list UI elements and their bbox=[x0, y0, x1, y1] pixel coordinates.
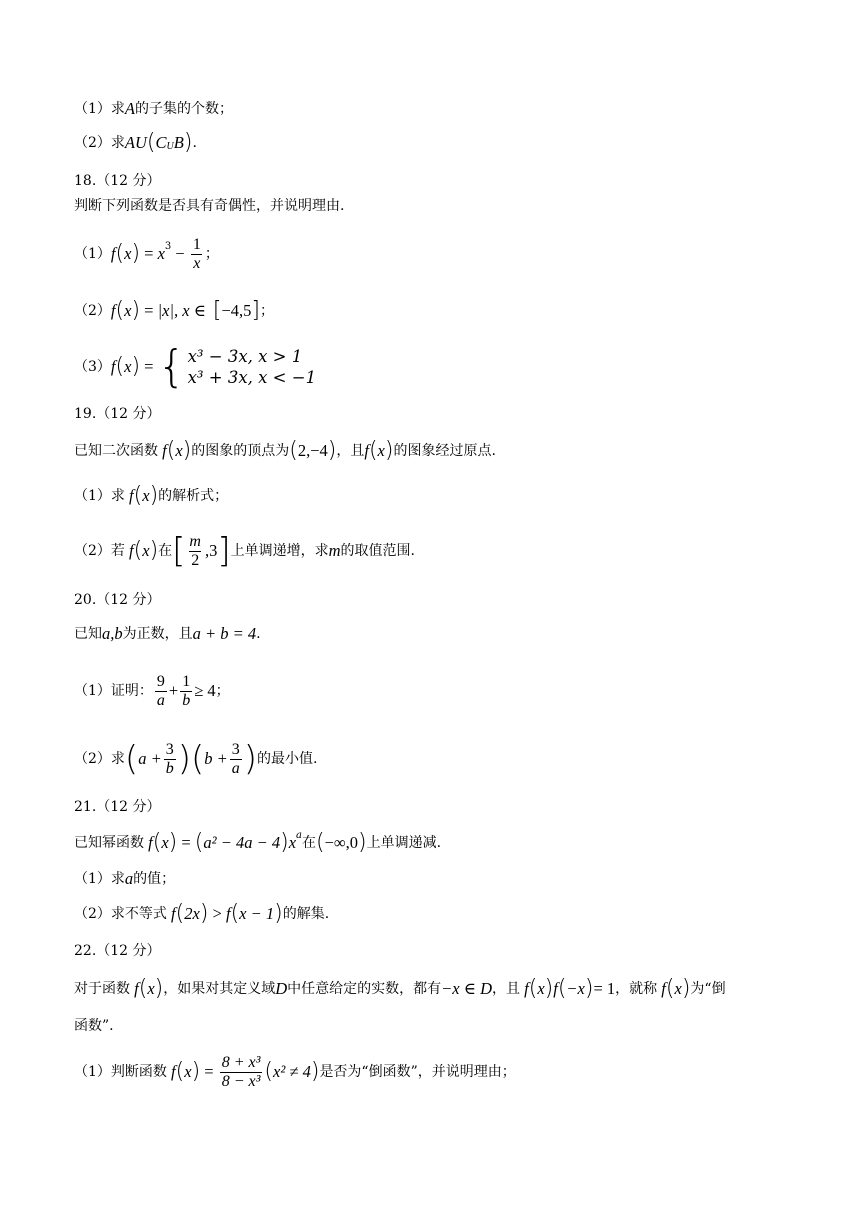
q22-part1-cond-close: ) bbox=[310, 1059, 320, 1084]
q18-part2-interval: −4,5 bbox=[221, 301, 252, 320]
q18-part1-paren-close: ) bbox=[131, 241, 141, 266]
q20-part2-b-var: b + bbox=[204, 749, 228, 768]
q19-paren-open-2: ( bbox=[368, 438, 378, 463]
q22-x2: x bbox=[537, 979, 545, 998]
q18-part3-label: （3） bbox=[74, 359, 111, 375]
q19-part2-bracket-open: [ bbox=[172, 531, 186, 571]
q18-part1-frac-num: 1 bbox=[192, 235, 201, 253]
q22-part1-frac-num: 8 + x³ bbox=[221, 1053, 261, 1071]
q18-part2-end: ； bbox=[260, 303, 275, 319]
q20-part2-frac2-den: a bbox=[231, 759, 240, 777]
q19-part1-f: f bbox=[124, 486, 134, 505]
q21-part2-f2: f bbox=[225, 904, 231, 923]
q20-part2-paren1-close: ) bbox=[177, 739, 191, 779]
q22-stem-f4: f bbox=[657, 979, 666, 998]
q22-header-text: 22.（12 分） bbox=[74, 943, 161, 959]
q21-stem-f: f bbox=[144, 833, 153, 852]
q22-header bbox=[74, 942, 161, 960]
q19-part1 bbox=[74, 485, 228, 507]
q17-part1-suffix: 的子集的个数； bbox=[135, 101, 234, 117]
q21-part1-b: 的值； bbox=[133, 871, 176, 887]
q21-part2-paren1-open: ( bbox=[175, 901, 185, 926]
q21-part2-paren2-open: ( bbox=[230, 901, 240, 926]
q20-header-text: 20.（12 分） bbox=[74, 592, 161, 608]
q18-part2-label: （2） bbox=[74, 303, 111, 319]
q21-pow-base: x bbox=[288, 833, 297, 852]
q17-expr-u: U bbox=[166, 141, 174, 152]
q22-part1-cond: x² ≠ 4 bbox=[273, 1062, 311, 1081]
q21-part1-a: （1）求 bbox=[74, 871, 125, 887]
q17-paren-open: ( bbox=[146, 130, 156, 155]
q18-part2-eq: = bbox=[140, 301, 158, 320]
q19-part1-b: 的解析式； bbox=[158, 488, 229, 504]
q22-paren-close-4: ) bbox=[681, 976, 691, 1001]
q20-part2-a-var: a + bbox=[138, 749, 162, 768]
q21-interval-close: ) bbox=[358, 830, 367, 855]
q22-part1-frac-den: 8 − x³ bbox=[221, 1072, 261, 1090]
q22-part1 bbox=[74, 1048, 516, 1096]
q17-part2 bbox=[74, 132, 197, 154]
q21-part2-paren2-close: ) bbox=[274, 901, 283, 926]
q21-header bbox=[74, 798, 161, 816]
q22-part1-f: f bbox=[166, 1062, 176, 1081]
q20-part2-paren1-open: ( bbox=[124, 739, 139, 779]
q17-part1-prefix: （1）求 bbox=[74, 101, 125, 117]
q18-part3-paren-close: ) bbox=[131, 354, 141, 379]
q19-vertex-open: ( bbox=[289, 438, 298, 463]
q22-part1-b: 是否为“倒函数”，并说明理由； bbox=[319, 1064, 516, 1080]
q18-header-text: 18.（12 分） bbox=[74, 173, 161, 189]
q22-stem-line2 bbox=[74, 1017, 114, 1035]
q18-part1-exp: 3 bbox=[164, 241, 172, 252]
q20-part1-end: ； bbox=[215, 683, 230, 699]
q19-header bbox=[74, 405, 161, 423]
q18-part1-end: ； bbox=[204, 246, 219, 262]
q19-vertex-close: ) bbox=[327, 438, 337, 463]
q19-part2 bbox=[74, 530, 415, 572]
q19-part2-var-m: m bbox=[328, 541, 341, 560]
q18-part3-piecewise bbox=[157, 341, 317, 392]
q21-coef-open: ( bbox=[194, 830, 204, 855]
q20-stem-eq: a + b = 4 bbox=[192, 624, 257, 643]
q21-paren-close-1: ) bbox=[168, 830, 178, 855]
q19-part2-frac-num: m bbox=[189, 532, 201, 550]
q21-paren-open-1: ( bbox=[152, 830, 162, 855]
q21-part2-f1: f bbox=[166, 904, 176, 923]
q21-coef: a² − 4a − 4 bbox=[203, 833, 281, 852]
q22-paren-close-1: ) bbox=[154, 976, 164, 1001]
q19-header-text: 19.（12 分） bbox=[74, 406, 161, 422]
q21-part2 bbox=[74, 903, 329, 925]
q22-stem-f3: f bbox=[553, 979, 558, 998]
q20-part2-frac1 bbox=[164, 741, 176, 778]
q19-x2: x bbox=[377, 441, 385, 460]
q22-stem-d: ，且 bbox=[492, 981, 520, 997]
q22-part1-eq: = bbox=[200, 1062, 218, 1081]
q19-part2-frac-den: 2 bbox=[191, 551, 200, 569]
q21-coef-close: ) bbox=[280, 830, 289, 855]
q21-stem-b: 在 bbox=[302, 835, 316, 851]
q18-part3-paren-open: ( bbox=[115, 354, 125, 379]
q17-paren-close: ) bbox=[183, 130, 193, 155]
q20-stem-vars: a,b bbox=[102, 624, 123, 643]
q21-x: x bbox=[161, 833, 169, 852]
q19-part1-paren-close: ) bbox=[149, 483, 159, 508]
q18-part1-rhs-x: x bbox=[157, 244, 165, 263]
q21-stem-a: 已知幂函数 bbox=[74, 835, 144, 851]
q19-paren-close-1: ) bbox=[182, 438, 192, 463]
q21-interval: −∞,0 bbox=[324, 833, 359, 852]
q22-stem-e: ，就称 bbox=[615, 981, 658, 997]
q22-stem-f: 为“倒 bbox=[690, 981, 726, 997]
q17-expr-au: AU bbox=[124, 133, 147, 152]
q22-paren-close-2: ) bbox=[544, 976, 554, 1001]
q22-stem-c: 中任意给定的实数，都有 bbox=[287, 981, 442, 997]
q18-part2-paren-open: ( bbox=[115, 298, 125, 323]
q22-paren-open-2: ( bbox=[528, 976, 538, 1001]
q20-part2-frac1-den: b bbox=[165, 759, 174, 777]
q17-expr-c: C bbox=[155, 133, 167, 152]
q20-part1-frac2-num: 1 bbox=[182, 672, 191, 690]
q18-part2-x: x bbox=[124, 301, 132, 320]
q20-part2 bbox=[74, 736, 317, 782]
q19-x1: x bbox=[175, 441, 183, 460]
q22-stem-d-var: D bbox=[275, 979, 288, 998]
q19-part2-paren-close: ) bbox=[149, 538, 159, 563]
q19-stem bbox=[74, 440, 496, 462]
q21-part2-arg2: x − 1 bbox=[239, 904, 275, 923]
q22-stem-a: 对于函数 bbox=[74, 981, 130, 997]
q20-stem bbox=[74, 625, 261, 643]
q19-stem-c: ，且 bbox=[336, 443, 365, 459]
q20-part2-end: 的最小值. bbox=[257, 751, 318, 767]
q18-part3-cases bbox=[188, 346, 316, 388]
q20-part2-frac2 bbox=[230, 741, 242, 778]
q18-part3-x: x bbox=[124, 357, 132, 376]
q18-part3-case2: x³ + 3x, x < −1 bbox=[187, 368, 317, 387]
q22-part1-frac bbox=[220, 1054, 263, 1091]
q18-part3-f: f bbox=[110, 357, 116, 376]
q22-stem-b: ，如果对其定义域 bbox=[163, 981, 276, 997]
q20-part1-frac1-den: a bbox=[156, 691, 165, 709]
q20-part2-a: （2）求 bbox=[74, 751, 125, 767]
q20-part1-frac1 bbox=[155, 673, 167, 710]
q18-part2-bracket-close: ] bbox=[251, 298, 261, 323]
q19-part2-f: f bbox=[124, 541, 134, 560]
q22-stem-prod: = 1 bbox=[593, 979, 616, 998]
q17-part2-prefix: （2）求 bbox=[74, 135, 125, 151]
q19-stem-f1: f bbox=[158, 441, 167, 460]
q21-part2-gt: > bbox=[208, 904, 226, 923]
q21-part1-var: a bbox=[124, 869, 134, 888]
q22-stem-in: −x ∈ D bbox=[441, 979, 492, 998]
q18-part1-minus: − bbox=[171, 244, 189, 263]
q21-header-text: 21.（12 分） bbox=[74, 799, 161, 815]
q18-part2 bbox=[74, 300, 274, 322]
q19-part2-frac bbox=[187, 533, 203, 570]
q17-part1 bbox=[74, 100, 233, 118]
q18-part1-f: f bbox=[110, 244, 116, 263]
q19-part2-after-frac: ,3 bbox=[204, 541, 218, 560]
q20-part1 bbox=[74, 669, 230, 713]
q21-stem-c: 上单调递减. bbox=[366, 835, 442, 851]
q22-x4: x bbox=[674, 979, 682, 998]
q22-paren-open-1: ( bbox=[138, 976, 148, 1001]
q22-paren-open-4: ( bbox=[665, 976, 675, 1001]
q22-part1-a: （1）判断函数 bbox=[74, 1064, 167, 1080]
q21-pow-exp: a bbox=[296, 830, 302, 841]
q20-part2-frac2-num: 3 bbox=[231, 740, 240, 758]
q22-paren-close-3: ) bbox=[584, 976, 594, 1001]
q22-stem-f2: f bbox=[520, 979, 529, 998]
q21-part2-b: 的解集. bbox=[282, 906, 330, 922]
q22-part1-cond-open: ( bbox=[264, 1059, 274, 1084]
q20-part2-paren2-close: ) bbox=[243, 739, 258, 779]
q21-part2-arg1: 2x bbox=[184, 904, 200, 923]
q18-part3 bbox=[74, 341, 317, 392]
q19-part2-paren-open: ( bbox=[133, 538, 143, 563]
q18-part1-frac-den: x bbox=[193, 254, 201, 272]
q18-part1-label: （1） bbox=[74, 246, 111, 262]
q19-part1-x: x bbox=[142, 486, 150, 505]
q19-stem-b: 的图象的顶点为 bbox=[191, 443, 290, 459]
q18-stem bbox=[74, 197, 344, 215]
q20-header bbox=[74, 591, 161, 609]
q19-stem-f2: f bbox=[364, 441, 369, 460]
q22-part1-paren-open: ( bbox=[175, 1059, 185, 1084]
q18-part1 bbox=[74, 234, 219, 274]
q20-part2-frac1-num: 3 bbox=[165, 740, 174, 758]
q18-part3-case1: x³ − 3x, x > 1 bbox=[187, 347, 303, 366]
q18-part2-paren-close: ) bbox=[131, 298, 141, 323]
q21-interval-open: ( bbox=[316, 830, 325, 855]
q21-part1 bbox=[74, 870, 175, 888]
q22-part1-x: x bbox=[184, 1062, 192, 1081]
q17-var-a: A bbox=[124, 99, 136, 118]
q19-stem-a: 已知二次函数 bbox=[74, 443, 158, 459]
q19-part2-d: 的取值范围. bbox=[340, 543, 415, 559]
q20-part1-frac2 bbox=[180, 673, 192, 710]
q19-part2-bracket-close: ] bbox=[217, 531, 231, 571]
q22-stem-f1: f bbox=[130, 979, 139, 998]
q19-part2-a: （2）若 bbox=[74, 543, 125, 559]
q22-stem-line1 bbox=[74, 978, 726, 1000]
q18-part3-eq: = bbox=[140, 357, 158, 376]
q19-vertex: 2,−4 bbox=[297, 441, 328, 460]
q18-part2-f: f bbox=[110, 301, 116, 320]
q21-part2-paren1-close: ) bbox=[199, 901, 209, 926]
q19-paren-close-2: ) bbox=[384, 438, 394, 463]
q20-part1-plus: + bbox=[168, 681, 179, 700]
q17-expr-b: B bbox=[173, 133, 184, 152]
q18-stem-text: 判断下列函数是否具有奇偶性，并说明理由. bbox=[74, 198, 345, 214]
q19-part2-c: 上单调递增，求 bbox=[230, 543, 329, 559]
q20-part1-frac1-num: 9 bbox=[156, 672, 165, 690]
q22-negx: −x bbox=[566, 979, 585, 998]
q22-x1: x bbox=[147, 979, 155, 998]
q22-paren-open-3: ( bbox=[557, 976, 567, 1001]
q18-part1-eq: = bbox=[140, 244, 158, 263]
q20-stem-end: . bbox=[256, 626, 261, 642]
q20-part1-rel: ≥ 4 bbox=[194, 681, 216, 700]
q18-part1-x: x bbox=[124, 244, 132, 263]
q20-stem-a: 已知 bbox=[74, 626, 102, 642]
q18-header bbox=[74, 172, 161, 190]
q22-part1-paren-close: ) bbox=[191, 1059, 201, 1084]
q18-part3-brace: { bbox=[157, 341, 186, 392]
q20-part1-frac2-den: b bbox=[182, 691, 191, 709]
q21-eq: = bbox=[177, 833, 195, 852]
q21-stem bbox=[74, 832, 441, 854]
q18-part1-paren-open: ( bbox=[115, 241, 125, 266]
q17-part2-suffix: . bbox=[192, 135, 197, 151]
q18-part2-rhs: |x|, x ∈ bbox=[157, 301, 206, 320]
q20-stem-b: 为正数，且 bbox=[122, 626, 193, 642]
q19-part1-a: （1）求 bbox=[74, 488, 125, 504]
q18-part2-bracket-open: [ bbox=[205, 298, 222, 323]
q22-stem-g: 函数”. bbox=[74, 1018, 114, 1034]
q19-stem-d: 的图象经过原点. bbox=[393, 443, 496, 459]
q20-part1-a: （1）证明： bbox=[74, 683, 153, 699]
q19-part1-paren-open: ( bbox=[133, 483, 143, 508]
q21-part2-a: （2）求不等式 bbox=[74, 906, 167, 922]
q19-part2-b: 在 bbox=[158, 543, 173, 559]
q18-part1-frac bbox=[191, 236, 203, 273]
q20-part2-paren2-open: ( bbox=[190, 739, 205, 779]
q19-paren-open-1: ( bbox=[166, 438, 176, 463]
q19-part2-x: x bbox=[142, 541, 150, 560]
